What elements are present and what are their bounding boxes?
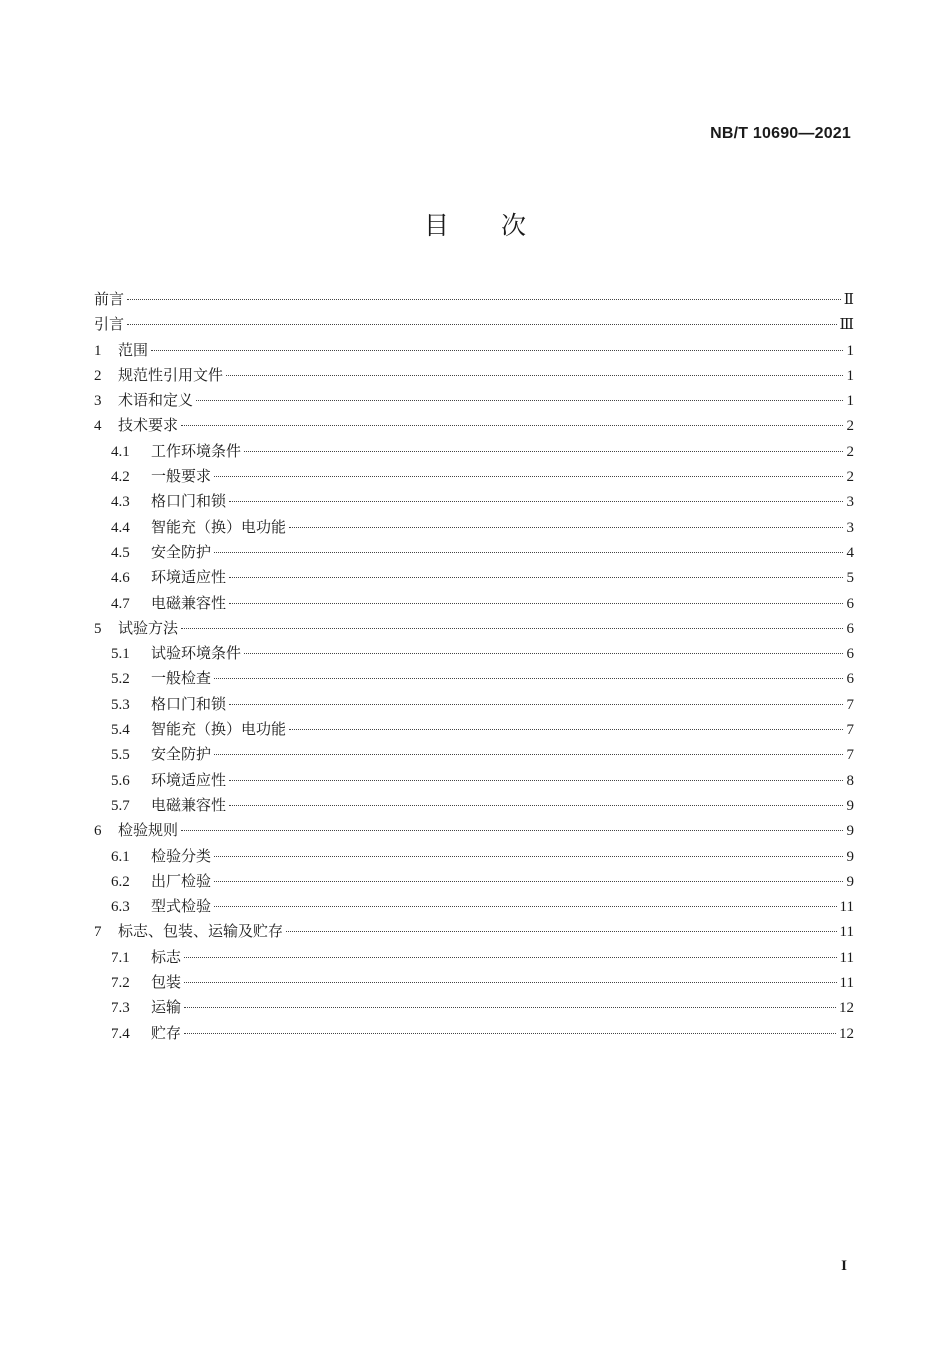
toc-entry-page: 3: [846, 519, 854, 536]
toc-entry-title: 试验环境条件: [151, 644, 242, 663]
toc-dot-leader: [286, 931, 837, 932]
toc-entry-title: 标志、包装、运输及贮存: [118, 922, 284, 941]
toc-entry-number: 6.1: [111, 848, 130, 865]
toc-entry-title: 格口门和锁: [151, 492, 227, 511]
table-of-contents: [94, 287, 854, 1046]
toc-dot-leader: [127, 324, 837, 325]
toc-entry-page: 12: [839, 1025, 854, 1042]
toc-entry-number: 4.5: [111, 544, 130, 561]
toc-entry[interactable]: [94, 439, 854, 464]
toc-entry-page: 11: [839, 899, 854, 916]
toc-dot-leader: [214, 754, 843, 755]
toc-entry-title: 术语和定义: [118, 391, 194, 410]
toc-entry-page: 1: [846, 367, 854, 384]
toc-entry-page: 11: [839, 924, 854, 941]
toc-dot-leader: [181, 628, 843, 629]
toc-entry-title: 格口门和锁: [151, 694, 227, 713]
toc-dot-leader: [151, 350, 843, 351]
toc-dot-leader: [214, 476, 843, 477]
toc-entry-page: 9: [846, 823, 854, 840]
toc-entry-number: 5.2: [111, 671, 130, 688]
toc-entry[interactable]: [94, 540, 854, 565]
toc-entry-title: 工作环境条件: [151, 441, 242, 460]
toc-entry-number: 5.7: [111, 797, 130, 814]
toc-entry-number: 4: [94, 418, 102, 435]
toc-entry-number: 5: [94, 620, 102, 637]
toc-entry-title: 智能充（换）电功能: [151, 720, 287, 739]
toc-entry-title: 检验规则: [118, 821, 179, 840]
toc-entry[interactable]: [94, 287, 854, 312]
toc-dot-leader: [289, 729, 843, 730]
standard-code: NB/T 10690—2021: [710, 125, 851, 142]
toc-entry-page: 2: [846, 469, 854, 486]
toc-entry[interactable]: [94, 388, 854, 413]
toc-entry-title: 规范性引用文件: [118, 365, 224, 384]
toc-dot-leader: [181, 425, 843, 426]
toc-entry-number: 4.2: [111, 469, 130, 486]
toc-dot-leader: [229, 805, 843, 806]
toc-entry[interactable]: [94, 312, 854, 337]
toc-entry-number: 7.3: [111, 1000, 130, 1017]
toc-entry-title: 一般要求: [151, 467, 212, 486]
toc-entry-title: 引言: [94, 315, 125, 334]
toc-entry-title: 标志: [151, 947, 182, 966]
toc-entry-title: 安全防护: [151, 542, 212, 561]
toc-entry-page: 1: [846, 342, 854, 359]
toc-dot-leader: [184, 1033, 836, 1034]
toc-dot-leader: [226, 375, 843, 376]
toc-entry-title: 环境适应性: [151, 770, 227, 789]
toc-entry-title: 出厂检验: [151, 871, 212, 890]
toc-dot-leader: [184, 957, 837, 958]
toc-entry-number: 5.4: [111, 722, 130, 739]
toc-dot-leader: [214, 552, 843, 553]
toc-entry-page: 9: [846, 848, 854, 865]
toc-entry-number: 1: [94, 342, 102, 359]
toc-entry-number: 4.1: [111, 443, 130, 460]
toc-dot-leader: [127, 299, 841, 300]
toc-entry[interactable]: [94, 591, 854, 616]
toc-entry-title: 范围: [118, 340, 149, 359]
toc-entry-number: 6.2: [111, 873, 130, 890]
toc-entry-page: 6: [846, 646, 854, 663]
page-title: 目次: [423, 211, 578, 240]
toc-dot-leader: [229, 603, 843, 604]
toc-dot-leader: [229, 780, 843, 781]
toc-entry[interactable]: [94, 869, 854, 894]
toc-entry[interactable]: [94, 363, 854, 388]
toc-entry-page: 7: [846, 722, 854, 739]
toc-entry-title: 一般检查: [151, 669, 212, 688]
toc-entry[interactable]: [94, 919, 854, 944]
toc-entry-page: 2: [846, 418, 854, 435]
toc-entry-page: 2: [846, 443, 854, 460]
toc-dot-leader: [181, 830, 843, 831]
toc-entry-title: 运输: [151, 998, 182, 1017]
toc-entry-page: 7: [846, 747, 854, 764]
toc-entry-page: 6: [846, 595, 854, 612]
toc-dot-leader: [244, 653, 843, 654]
toc-entry-title: 试验方法: [118, 618, 179, 637]
toc-entry-number: 5.5: [111, 747, 130, 764]
toc-entry[interactable]: [94, 413, 854, 438]
toc-entry-number: 5.3: [111, 696, 130, 713]
toc-entry-number: 7: [94, 924, 102, 941]
toc-entry-number: 4.7: [111, 595, 130, 612]
toc-entry-title: 检验分类: [151, 846, 212, 865]
toc-dot-leader: [184, 1007, 836, 1008]
toc-entry-page: 6: [846, 620, 854, 637]
toc-entry[interactable]: [94, 515, 854, 540]
toc-dot-leader: [229, 501, 843, 502]
toc-entry-page: 1: [846, 393, 854, 410]
toc-entry[interactable]: [94, 793, 854, 818]
toc-entry[interactable]: [94, 945, 854, 970]
toc-entry-title: 安全防护: [151, 745, 212, 764]
toc-entry[interactable]: [94, 742, 854, 767]
toc-entry-page: 12: [839, 1000, 854, 1017]
toc-dot-leader: [184, 982, 837, 983]
toc-dot-leader: [214, 856, 843, 857]
toc-entry-title: 包装: [151, 973, 182, 992]
toc-entry[interactable]: [94, 717, 854, 742]
page-number: I: [841, 1258, 847, 1274]
toc-entry-number: 7.4: [111, 1025, 130, 1042]
toc-dot-leader: [214, 881, 843, 882]
toc-entry-page: 9: [846, 797, 854, 814]
toc-entry-page: Ⅲ: [839, 317, 854, 334]
toc-entry-title: 环境适应性: [151, 568, 227, 587]
toc-entry[interactable]: [94, 894, 854, 919]
toc-entry-number: 5.6: [111, 772, 130, 789]
toc-entry-number: 5.1: [111, 646, 130, 663]
toc-entry[interactable]: [94, 970, 854, 995]
toc-entry-title: 前言: [94, 290, 125, 308]
toc-dot-leader: [214, 906, 837, 907]
toc-entry[interactable]: [94, 768, 854, 793]
toc-entry-page: Ⅱ: [843, 292, 854, 308]
toc-entry[interactable]: [94, 844, 854, 869]
toc-entry[interactable]: [94, 692, 854, 717]
toc-entry[interactable]: [94, 995, 854, 1020]
toc-entry-title: 型式检验: [151, 897, 212, 916]
toc-entry-number: 6: [94, 823, 102, 840]
toc-dot-leader: [196, 400, 843, 401]
toc-entry-page: 3: [846, 494, 854, 511]
toc-dot-leader: [229, 577, 843, 578]
toc-dot-leader: [289, 527, 843, 528]
toc-entry-title: 电磁兼容性: [151, 593, 227, 612]
toc-entry-page: 5: [846, 570, 854, 587]
toc-entry-number: 3: [94, 393, 102, 410]
toc-entry-number: 4.6: [111, 570, 130, 587]
toc-entry-page: 8: [846, 772, 854, 789]
toc-entry[interactable]: [94, 616, 854, 641]
toc-entry[interactable]: [94, 666, 854, 691]
toc-entry[interactable]: [94, 641, 854, 666]
toc-entry-page: 4: [846, 544, 854, 561]
toc-entry-title: 贮存: [151, 1023, 182, 1042]
toc-dot-leader: [214, 678, 843, 679]
toc-entry[interactable]: [94, 338, 854, 363]
toc-entry-page: 6: [846, 671, 854, 688]
toc-entry-page: 11: [839, 975, 854, 992]
toc-entry-number: 6.3: [111, 899, 130, 916]
toc-dot-leader: [229, 704, 843, 705]
toc-entry-number: 2: [94, 367, 102, 384]
toc-entry[interactable]: [94, 464, 854, 489]
toc-entry-title: 技术要求: [118, 416, 179, 435]
toc-entry[interactable]: [94, 818, 854, 843]
toc-entry-title: 智能充（换）电功能: [151, 517, 287, 536]
toc-entry-page: 11: [839, 949, 854, 966]
toc-entry-number: 7.2: [111, 975, 130, 992]
toc-entry-number: 4.4: [111, 519, 130, 536]
toc-entry-title: 电磁兼容性: [151, 795, 227, 814]
toc-entry-page: 7: [846, 696, 854, 713]
toc-entry[interactable]: [94, 489, 854, 514]
toc-dot-leader: [244, 451, 843, 452]
toc-entry[interactable]: [94, 1021, 854, 1046]
toc-entry[interactable]: [94, 565, 854, 590]
toc-entry-page: 9: [846, 873, 854, 890]
toc-entry-number: 4.3: [111, 494, 130, 511]
toc-entry-number: 7.1: [111, 949, 130, 966]
